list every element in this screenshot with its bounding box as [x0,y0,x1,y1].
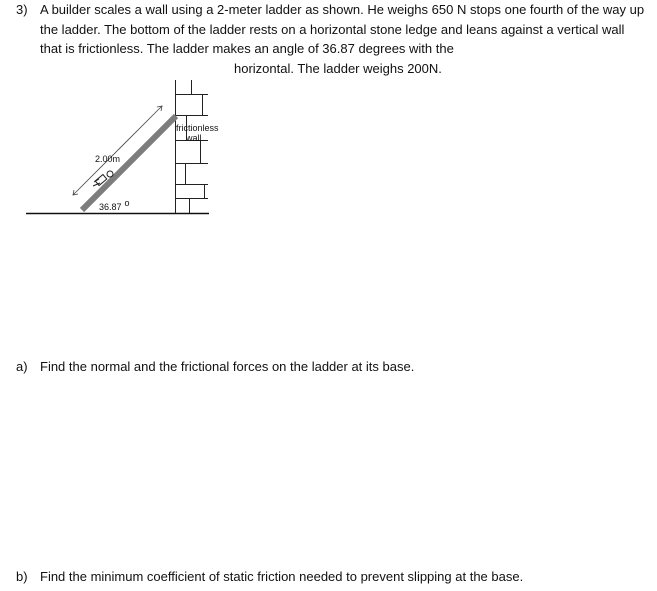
angle-label [99,198,130,212]
problem-statement [16,0,646,78]
degree-symbol: o [124,198,130,208]
wall-label-line1: frictionless [176,123,219,133]
length-dimension-arrow [73,106,162,195]
question-a-label: a) [16,359,28,374]
question-a [16,357,414,376]
problem-text [40,0,646,78]
brick-wall [175,80,208,213]
length-label: 2.00m [95,154,121,164]
problem-text-tail: horizontal. The ladder weighs 200N. [234,60,442,76]
question-b-text: Find the minimum coefficient of static friction needed to prevent slipping at the base. [40,569,524,584]
ladder-diagram [20,78,220,223]
question-b-label: b) [16,569,28,584]
wall-label-line2: wall [186,133,202,143]
question-b [16,567,523,586]
problem-number: 3) [16,2,28,17]
problem-text-body: A builder scales a wall using a 2-meter ladder as shown. He weighs 650 N stops one fourth of the way up the ladder. The bottom of the ladder rests on a horizontal stone ledge and leans against a vertical wall that is frictionless. The ladder makes an angle of 36.87 degrees with the [40,2,645,56]
question-a-text: Find the normal and the frictional forces on the ladder at its base. [40,359,415,374]
angle-value: 36.87 [99,202,122,212]
ladder-diagram-svg [20,78,220,220]
